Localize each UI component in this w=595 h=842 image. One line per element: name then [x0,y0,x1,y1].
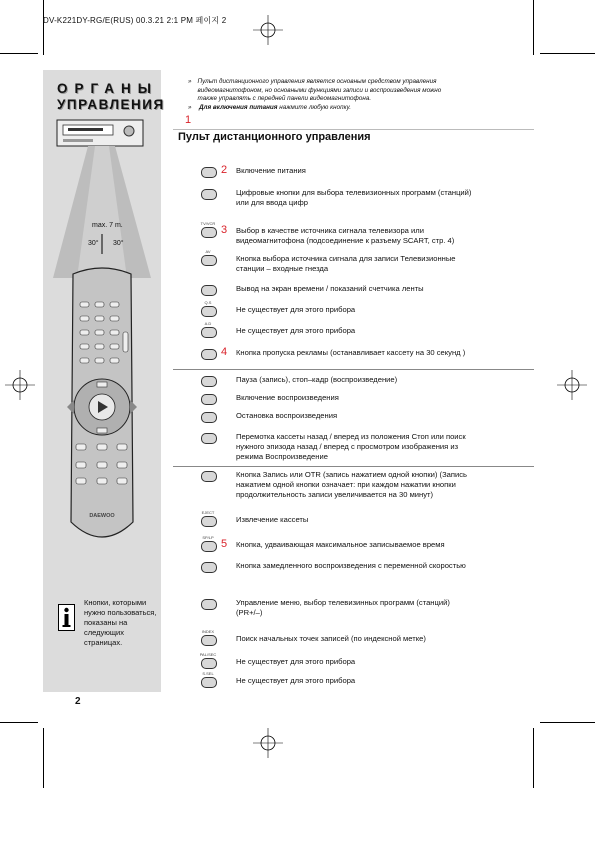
remote-button-icon [201,394,217,405]
page-number: 2 [75,696,81,707]
remote-button-icon [201,227,217,238]
distance-label: max. 7 m. [92,222,123,229]
item-description: Кнопка выбора источника сигнала для записи Телевизионные станции – входные гнезда [236,254,456,273]
button-label: S.SEL [202,671,214,676]
item-description: Перемотка кассеты назад / вперед из положения Стоп или поиск нужного эпизода назад / вперед с просмотром изображения из режима Воспроизведение [236,432,466,461]
remote-button-icon [201,677,217,688]
item-description: Цифровые кнопки для выбора телевизионных программ (станций) или для ввода цифр [236,188,472,207]
remote-button-icon [201,285,217,296]
item-description: Пауза (запись), стоп–кадр (воспроизведение) [236,375,398,384]
section-divider [173,369,534,370]
button-label: Q.S [204,300,212,305]
remote-button-icon [201,327,217,338]
item-description: Кнопка, удваивающая максимальное записываемое время [236,540,445,549]
remote-button-icon [201,635,217,646]
angle-right-label: 30° [113,240,124,247]
crop-mark [0,722,38,723]
remote-button-icon [201,471,217,482]
remote-button-icon [201,189,217,200]
remote-button-icon [201,658,217,669]
remote-button-icon [201,516,217,527]
item-description: Управление меню, выбор телевизинных программ (станций) (PR+/–) [236,598,450,617]
note-row: » Для включения питания нажмите любую кнопку. [188,103,352,111]
item-description: Извлечение кассеты [236,515,309,524]
angle-left-label: 30° [88,240,99,247]
crop-mark [43,728,44,788]
button-label: TV/VCR [200,221,216,226]
crop-mark [0,53,38,54]
brand-logo: DAEWOO [89,513,115,519]
crop-mark [533,0,534,55]
remote-button-icon [201,349,217,360]
remote-button-icon [201,433,217,444]
item-description: Остановка воспроизведения [236,411,338,420]
callout-number: 1 [185,114,192,126]
remote-button-icon [201,167,217,178]
item-description: Не существует для этого прибора [236,676,356,685]
item-description: Кнопка замедленного воспроизведения с переменной скоростью [236,561,466,570]
item-description: Поиск начальных точек записей (по индексной метке) [236,634,426,643]
crop-mark [540,722,595,723]
item-description: Выбор в качестве источника сигнала телевизора или видеомагнитофона (подсоединение к разъему SCART, стр. 4) [236,226,455,245]
crop-mark [533,728,534,788]
callout-number: 3 [221,224,228,236]
remote-button-icon [201,412,217,423]
item-description: Включение воспроизведения [236,393,339,402]
remote-button-icon [201,541,217,552]
button-label: EJECT [201,510,215,515]
button-label: AV [205,249,211,254]
item-description: Кнопка Запись или OTR (запись нажатием одной кнопки) (Запись нажатием одной кнопки означает: при каждом нажатии кнопки продолжительность записи увеличивается на 30 минут) [236,470,467,499]
button-label: A.D [204,321,212,326]
registration-mark-icon [253,15,283,45]
intro-notes [188,78,458,112]
item-description: Не существует для этого прибора [236,305,356,314]
crop-mark [43,0,44,55]
info-note: Кнопки, которыми нужно пользоваться, показаны на следующих страницах. [84,598,157,647]
item-description: Включение питания [236,166,306,175]
registration-mark-icon [5,370,35,400]
callout-number: 4 [221,346,228,358]
print-header: DV-K221DY-RG/E(RUS) 00.3.21 2:1 PM 페이지 2 [43,16,227,25]
remote-button-icon [201,376,217,387]
remote-button-icon [201,306,217,317]
button-label: INDEX [201,629,215,634]
section-divider [173,466,534,467]
info-icon [58,604,75,631]
registration-mark-icon [253,728,283,758]
remote-control-illustration [43,112,161,582]
item-description: Вывод на экран времени / показаний счетчика ленты [236,284,424,293]
page-title: ОРГАНЫ УПРАВЛЕНИЯ [57,81,165,112]
callout-number: 2 [221,164,228,176]
registration-mark-icon [557,370,587,400]
remote-button-icon [201,562,217,573]
button-label: PAL/SEC [199,652,217,657]
button-label: SP/LP [202,535,214,540]
remote-button-icon [201,599,217,610]
remote-button-icon [201,255,217,266]
note-row: » Пульт дистанционного управления является основным средством управления видеомагнитофоном, но основными функциями записи и воспроизведения можно также управлять с передней панели видеомагнитофона. [188,78,442,103]
item-description: Не существует для этого прибора [236,657,356,666]
crop-mark [540,53,595,54]
callout-number: 5 [221,538,228,550]
item-description: Не существует для этого прибора [236,326,356,335]
section-header: Пульт дистанционного управления [173,129,534,146]
item-description: Кнопка пропуска рекламы (останавливает кассету на 30 секунд ) [236,348,466,357]
